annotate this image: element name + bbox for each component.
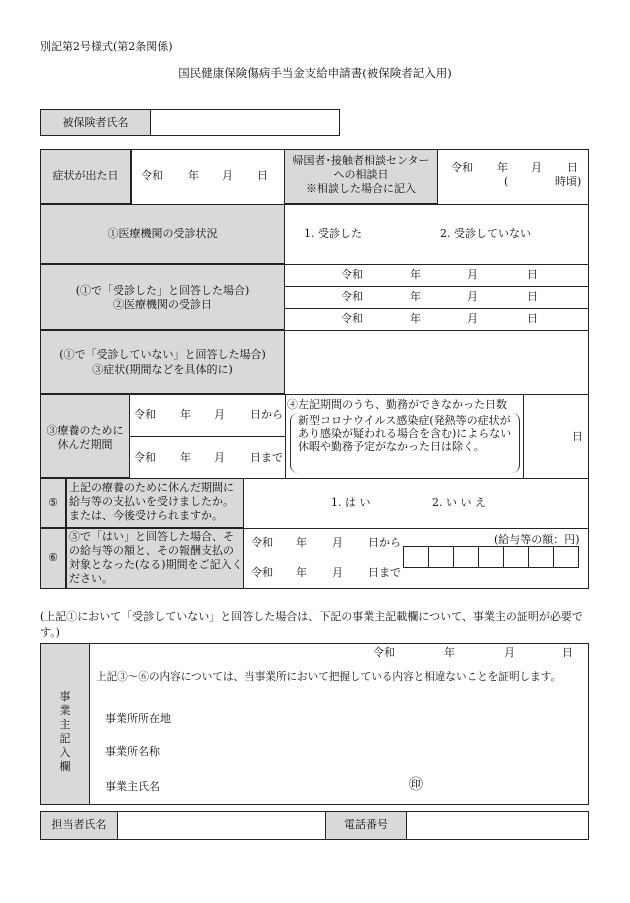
to-suffix: 日まで (368, 566, 401, 579)
month-label: 月 (467, 268, 478, 281)
q5-option-no[interactable]: 2. い い え (432, 496, 486, 509)
from-suffix: 日から (368, 536, 401, 549)
q6-amount-label: (給与等の額：円) (494, 533, 580, 546)
employer-address-label: 事業所所在地 (105, 712, 171, 725)
employer-owner-label: 事業主氏名 (105, 780, 160, 793)
form-reference: 別記第2号様式(第2条関係) (40, 40, 173, 53)
employer-owner-field[interactable] (190, 774, 400, 798)
consultation-label-1: 帰国者･接触者相談センター (292, 154, 430, 167)
q5-question: 上記の療養のために休んだ期間に給与等の支払いを受けましたか。または、今後受けられますか。 (69, 481, 234, 522)
day-label: 日 (527, 290, 538, 303)
year-label: 年 (410, 312, 421, 325)
era: 令和 (251, 566, 273, 579)
from-suffix: 日から (250, 408, 283, 421)
month-label: 月 (467, 312, 478, 325)
day-label: 日 (562, 646, 573, 659)
absent-days-title: ④左記期間のうち、勤務ができなかった日数 (287, 398, 507, 411)
symptoms-detail-label-2: ③症状(期間などを具体的に) (92, 363, 233, 376)
day-label: 日 (527, 312, 538, 325)
employer-name-label: 事業所名称 (105, 745, 160, 758)
form-title: 国民健康保険傷病手当金支給申請書(被保険者記入用) (178, 66, 452, 80)
medical-dates-label-2: ②医療機関の受診日 (113, 298, 212, 311)
year-label: 年 (410, 268, 421, 281)
employer-address-field[interactable] (190, 706, 580, 730)
employer-name-field[interactable] (190, 739, 580, 763)
to-suffix: 日まで (250, 451, 283, 464)
day-label: 日 (527, 268, 538, 281)
seal-icon: ㊞ (409, 777, 423, 793)
month-label: 月 (214, 451, 225, 464)
year-label: 年 (497, 161, 508, 174)
q6-question: ⑤で「はい」と回答した場合、その給与等の額と、その報酬支払の対象となった(なる)期間をご記入ください。 (69, 530, 243, 585)
day-label: 日 (567, 161, 578, 174)
year-label: 年 (296, 536, 307, 549)
employer-note: (上記①において「受診していない」と回答した場合は、下記の事業主記載欄について、事業主の証明が必要です。) (40, 610, 583, 639)
month-label: 月 (214, 408, 225, 421)
time-label: 時頃) (555, 175, 582, 188)
year-label: 年 (444, 646, 455, 659)
symptoms-detail-label-cell (40, 330, 285, 394)
year-label: 年 (410, 290, 421, 303)
era: 令和 (341, 312, 363, 325)
day-label: 日 (257, 169, 268, 182)
option-not-consulted[interactable]: 2. 受診していない (440, 227, 531, 240)
era: 令和 (451, 161, 473, 174)
era: 令和 (251, 536, 273, 549)
leave-period-label-1: ③療養のために (46, 424, 124, 437)
employer-side-label: 事業主記入欄 (59, 690, 71, 773)
month-label: 月 (531, 161, 542, 174)
absent-days-unit: 日 (572, 430, 583, 443)
time-open: ( (504, 175, 509, 188)
year-label: 年 (180, 408, 191, 421)
month-label: 月 (504, 646, 515, 659)
month-label: 月 (332, 536, 343, 549)
month-label: 月 (332, 566, 343, 579)
era: 令和 (134, 408, 156, 421)
year-label: 年 (188, 169, 199, 182)
q5-option-yes[interactable]: 1. は い (331, 496, 371, 509)
q5-num: ⑤ (48, 496, 58, 509)
option-consulted[interactable]: 1. 受診した (304, 227, 362, 240)
phone-field[interactable] (408, 812, 588, 839)
q6-amount-field[interactable] (403, 546, 579, 568)
era: 令和 (341, 290, 363, 303)
symptoms-detail-field[interactable] (286, 331, 588, 393)
era: 令和 (141, 169, 163, 182)
insured-name-label: 被保険者氏名 (62, 116, 129, 129)
consultation-label-2: への相談日 (333, 168, 389, 181)
era: 令和 (341, 268, 363, 281)
era: 令和 (373, 646, 395, 659)
phone-label: 電話番号 (344, 818, 388, 831)
q6-num: ⑥ (48, 551, 58, 564)
employer-certify: 上記③～⑥の内容については、当事業所において把握している内容と相違ないことを証明します。 (96, 671, 562, 683)
symptom-label: 症状が出た日 (52, 169, 119, 182)
year-label: 年 (296, 566, 307, 579)
contact-person-label: 担当者氏名 (51, 818, 107, 831)
contact-person-field[interactable] (119, 812, 324, 839)
medical-status-label: ①医療機関の受診状況 (107, 227, 218, 240)
absent-days-note: 新型コロナウイルス感染症(発熱等の症状があり感染が疑われる場合を含む)によらない休暇や勤務予定がなかった日は除く。 (298, 414, 512, 453)
year-label: 年 (180, 451, 191, 464)
symptoms-detail-label-1: (①で「受診していない」と回答した場合) (59, 348, 266, 361)
consultation-label-3: ※相談した場合に記入 (306, 182, 416, 195)
era: 令和 (134, 451, 156, 464)
insured-name-field[interactable] (150, 109, 340, 136)
month-label: 月 (467, 290, 478, 303)
medical-dates-label-1: (①で「受診した」と回答した場合) (75, 284, 250, 297)
month-label: 月 (222, 169, 233, 182)
leave-period-label-2: 休んだ期間 (57, 438, 113, 451)
